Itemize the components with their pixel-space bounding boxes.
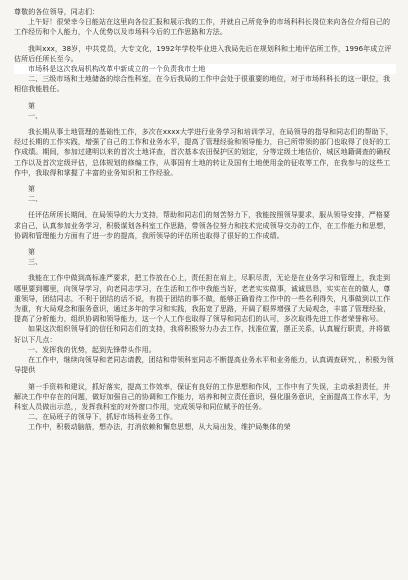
paragraph: 二、在局班子的领导下，抓好市场科业务工作。	[28, 413, 178, 422]
paragraph: 第一手资料和建议，抓好落实，提高工作效率，保证有良好的工作思想和作风，工作中有了失误，主动承担责任，并解决工作中存在的问题，做好加强自己的协调和工作能力，培养和树立责任意识，强化服务意识，全面提高工作水平，为科室人员做出示范，，发挥我科室的对外窗口作用，完成领导和同位赋予的任务。	[14, 382, 391, 411]
paragraph: 市场科是这次我局机构改革中新成立的一个负责我市土地	[14, 64, 396, 74]
paragraph: 二、三级市场和土地储备的综合性科室，在今后我局的工作中会处于很重要的地位，对于市场科科长的这一职位，我相信我能胜任。	[14, 75, 391, 94]
section-label: 第	[28, 185, 36, 194]
paragraph: 一、发挥我的优势，起到先锋带头作用。	[28, 345, 156, 354]
paragraph: 如果这次组织领导们的信任和同志们的支持，我将积极努力办去工作，找准位置，摆正关系，认真履行职责，并将做好以下几点：	[14, 325, 391, 344]
paragraph: 我长期从事土地管理的基础性工作，多次在xxxx大学进行业务学习和培训学习，在局领导的指导和同志们的帮助下，经过长期的工作实践，增强了自己的工作和业务水平，提高了管理经验和领导能力，自己所带领的部门也取得了良好的工作成绩。期间，参加过建明以来的首次土地详查，首次基本农田保护区的划定，分等定级土地估价，城区地籍调查的确权工作以及首次定级评估，总体规划的修编工作，从事国有土地的转让及国有土地使用金的征收等工作，在我参与的这些工作中，我取得和掌握了丰富的业务知识和工作经验。	[14, 128, 393, 177]
section-number: 一、	[28, 111, 43, 120]
paragraph: 在工作中，继续向领导和老同志请教，团结和带领科室同志不断提高业务水平和业务能力，认真调查研究，，积极为领导提供	[14, 356, 394, 375]
document-body	[14, 7, 396, 433]
section-number: 二、	[28, 195, 43, 204]
paragraph: 我叫xxx，38岁，中共党员，大专文化，1992年学校毕业进入我局先后在规划科和土地评估所工作，1996年成立评估所后任所长至今。	[14, 44, 392, 63]
paragraph: 任评估所所长期间，在局领导的大力支持，帮助和同志们的刻苦努力下，我能按照领导要求，服从领导安排，严格要求自己，认真参加业务学习，积极谋划各科室工作思路，带领各位努力和技术完成领导交办的工作，在工作能力和思想，协调和管理能力方面有了进一步的提高，我所领导的评估所也取得了很好的工作成绩。	[14, 211, 391, 240]
salutation: 尊敬的各位领导，同志们：	[14, 8, 100, 16]
section-number: 三、	[28, 258, 43, 267]
paragraph: 工作中，积极动脑筋，想办法，打消依赖和懈怠思想，从大局出发，维护局集体的荣	[28, 423, 291, 432]
section-label: 第	[28, 101, 36, 110]
section-label: 第	[28, 248, 36, 257]
paragraph: 我能在工作中做到高标准严要求，把工作放在心上，责任担在肩上，尽职尽责，无论是在业务学习和管理上，我走到哪里要到哪里，向领导学习，向老同志学习，在生活和工作中我能当好，老老实实做事，诚诚恳恳，实实在在的做人，尊重领导，团结同志，不利于团结的话不说，有损于团结的事不做，能够正确看待工作中的一些名利得失，凡事做到以工作为重，有大局观念和服务意识，通过多年的学习和实践，我拓宽了思路，开阔了眼界增强了大局观念，丰富了管理经验，提高了分析能力，组织协调和领导能力，这一个人工作也取得了领导和同志们的认可，多次取得先进工作者荣誉称号。	[14, 274, 391, 324]
paragraph: 上午好！很荣幸今日能站在这里向各位汇报和展示我的工作，并就自己所竞争的市场科科长岗位来向各位介绍自己的工作经历和个人能力，个人优势以及市场科今后的工作思路和方法。	[14, 18, 391, 37]
